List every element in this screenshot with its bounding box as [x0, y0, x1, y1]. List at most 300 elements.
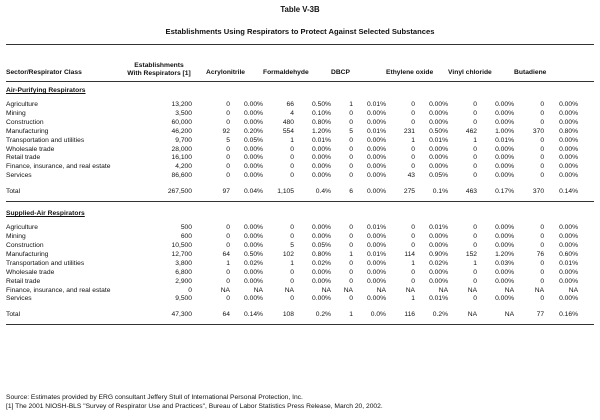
percent-cell: 0.00%	[429, 109, 449, 117]
gap-cell	[192, 242, 206, 251]
percent-cell: NA	[504, 286, 515, 294]
header-sector: Sector/Respirator Class	[6, 69, 82, 77]
percent-cell: 1.20%	[312, 127, 331, 135]
count-cell: 0	[540, 101, 545, 108]
establishments-cell: 9,500	[175, 295, 192, 303]
gap-cell	[578, 137, 594, 146]
table-row	[6, 154, 594, 163]
count-cell: 0	[540, 163, 545, 171]
count-cell: 0	[349, 241, 353, 249]
percent-cell: NA	[438, 286, 449, 294]
percent-cell: 0.20%	[244, 127, 263, 135]
count-cell: 0	[290, 172, 294, 180]
percent-cell: 0.0%	[370, 311, 387, 319]
table-row	[6, 287, 594, 296]
table-row	[6, 163, 594, 172]
table-row	[6, 119, 594, 128]
percent-cell: 0.00%	[312, 154, 331, 162]
percent-cell: 0.00%	[312, 233, 331, 241]
percent-cell: 0.00%	[429, 145, 449, 153]
count-cell: 463	[465, 188, 478, 196]
count-cell: 0	[349, 295, 353, 303]
percent-cell: 0.00%	[244, 295, 263, 303]
count-cell: NA	[405, 286, 416, 294]
count-cell: 0	[411, 154, 416, 162]
table-row	[6, 101, 594, 110]
table-body	[6, 82, 594, 325]
percent-cell: 0.00%	[367, 259, 387, 267]
gap-cell	[578, 172, 594, 181]
count-cell: 0	[540, 172, 545, 180]
gap-cell	[192, 163, 206, 172]
table-row	[6, 260, 594, 269]
percent-cell: 0.00%	[312, 172, 331, 180]
table-row	[6, 224, 594, 233]
count-cell: 0	[226, 145, 230, 153]
count-cell: 0	[226, 109, 230, 117]
percent-cell: 0.00%	[559, 154, 579, 162]
count-cell: 0	[540, 145, 545, 153]
count-cell: 5	[349, 127, 353, 135]
gap-cell	[192, 188, 206, 197]
establishments-cell: 3,500	[175, 109, 192, 117]
percent-cell: 0.00%	[559, 118, 579, 126]
percent-cell: 0.00%	[559, 241, 579, 249]
count-cell: 1	[473, 259, 478, 267]
count-cell: 0	[226, 154, 230, 162]
percent-cell: 0.00%	[429, 241, 449, 249]
establishments-cell: 16,100	[171, 154, 192, 162]
count-cell: 0	[349, 154, 353, 162]
percent-cell: 0.04%	[244, 188, 263, 196]
table-row	[6, 146, 594, 155]
count-cell: 1	[411, 136, 416, 144]
percent-cell: 0.01%	[367, 250, 387, 258]
count-cell: 0	[473, 295, 478, 303]
percent-cell: 0.16%	[559, 311, 579, 319]
percent-cell: 0.05%	[312, 241, 331, 249]
percent-cell: 0.00%	[429, 268, 449, 276]
count-cell: 0	[290, 268, 294, 276]
count-cell: 108	[282, 311, 294, 319]
percent-cell: 0.00%	[244, 172, 263, 180]
percent-cell: 0.00%	[429, 163, 449, 171]
gap-cell	[578, 295, 594, 304]
percent-cell: 0.00%	[312, 268, 331, 276]
respirator-table	[6, 48, 594, 325]
gap-cell	[192, 154, 206, 163]
percent-cell: 0.02%	[244, 259, 263, 267]
count-cell: 0	[349, 109, 353, 117]
percent-cell: 0.01%	[429, 224, 449, 232]
percent-cell: 0.14%	[559, 188, 579, 196]
sector-cell: Total	[6, 311, 21, 319]
establishments-cell: 46,200	[171, 127, 192, 135]
count-cell: 0	[473, 224, 478, 232]
count-cell: 275	[403, 188, 416, 196]
percent-cell: 0.00%	[429, 277, 449, 285]
percent-cell: 0.00%	[367, 241, 387, 249]
table-row	[6, 172, 594, 181]
percent-cell: 0.60%	[559, 250, 579, 258]
table-row	[6, 110, 594, 119]
count-cell: 0	[411, 233, 416, 241]
count-cell: 0	[411, 241, 416, 249]
count-cell: 0	[540, 268, 545, 276]
count-cell: 64	[222, 311, 230, 319]
percent-cell: 0.00%	[244, 233, 263, 241]
count-cell: 1	[349, 250, 353, 258]
header-row	[6, 48, 594, 82]
establishments-cell: 13,200	[171, 101, 192, 108]
percent-cell: 0.00%	[495, 268, 515, 276]
percent-cell: 0.00%	[367, 163, 387, 171]
percent-cell: 0.00%	[559, 145, 579, 153]
gap-cell	[578, 101, 594, 110]
count-cell: 0	[540, 277, 545, 285]
percent-cell: 0.50%	[312, 101, 331, 108]
percent-cell: 0.2%	[432, 311, 449, 319]
table-row	[6, 251, 594, 260]
percent-cell: 0.01%	[367, 127, 387, 135]
count-cell: 231	[403, 127, 416, 135]
count-cell: 0	[540, 154, 545, 162]
count-cell: 0	[349, 277, 353, 285]
percent-cell: 0.00%	[559, 136, 579, 144]
percent-cell: 0.00%	[312, 145, 331, 153]
count-cell: 0	[349, 136, 353, 144]
percent-cell: 0.14%	[244, 311, 263, 319]
sector-cell: Transportation and utilities	[6, 136, 85, 144]
gap-cell	[578, 251, 594, 260]
count-cell: 0	[290, 295, 294, 303]
count-cell: 0	[226, 241, 230, 249]
count-cell: 0	[226, 224, 230, 232]
count-cell: 0	[226, 233, 230, 241]
percent-cell: NA	[504, 311, 515, 319]
percent-cell: 0.00%	[495, 277, 515, 285]
header-formaldehyde: Formaldehyde	[263, 69, 309, 77]
sector-cell: Manufacturing	[6, 127, 49, 135]
section-heading-row	[6, 209, 594, 220]
percent-cell: 0.00%	[244, 109, 263, 117]
count-cell: 1	[411, 295, 416, 303]
count-cell: 76	[536, 250, 545, 258]
establishments-cell: 9,700	[175, 136, 192, 144]
count-cell: 0	[540, 224, 545, 232]
count-cell: 554	[282, 127, 294, 135]
gap-cell	[578, 110, 594, 119]
count-cell: 0	[349, 163, 353, 171]
count-cell: 0	[473, 163, 478, 171]
percent-cell: 0.00%	[244, 118, 263, 126]
percent-cell: 0.4%	[315, 188, 331, 196]
sector-cell: Finance, insurance, and real estate	[6, 286, 111, 294]
sector-cell: Construction	[6, 241, 44, 249]
gap-cell	[578, 154, 594, 163]
percent-cell: 0.00%	[495, 295, 515, 303]
establishments-cell: 500	[180, 224, 192, 232]
gap-cell	[192, 137, 206, 146]
count-cell: 64	[222, 250, 230, 258]
percent-cell: 1.00%	[495, 127, 515, 135]
count-cell: 114	[404, 250, 416, 258]
count-cell: 0	[226, 295, 230, 303]
gap-cell	[192, 101, 206, 110]
count-cell: 0	[290, 145, 294, 153]
count-cell: 0	[473, 268, 478, 276]
sector-cell: Manufacturing	[6, 250, 49, 258]
percent-cell: 0.00%	[367, 233, 387, 241]
percent-cell: 0.00%	[495, 154, 515, 162]
gap-cell	[578, 242, 594, 251]
gap-cell	[192, 172, 206, 181]
count-cell: 1	[411, 259, 416, 267]
establishments-cell: 86,600	[171, 172, 192, 180]
count-cell: 0	[349, 145, 353, 153]
count-cell: 0	[473, 101, 478, 108]
percent-cell: 0.00%	[495, 163, 515, 171]
gap-cell	[578, 287, 594, 296]
count-cell: NA	[534, 286, 545, 294]
percent-cell: 0.00%	[244, 224, 263, 232]
section-heading-row	[6, 86, 594, 97]
percent-cell: 0.80%	[312, 118, 331, 126]
total-row	[6, 311, 594, 320]
percent-cell: 0.00%	[312, 224, 331, 232]
header-establishments-line2: With Respirators [1]	[127, 70, 191, 77]
gap-cell	[578, 311, 594, 320]
count-cell: 480	[282, 118, 294, 126]
count-cell: 0	[473, 277, 478, 285]
count-cell: 1	[349, 101, 353, 108]
percent-cell: NA	[568, 286, 579, 294]
count-cell: 4	[290, 109, 294, 117]
count-cell: 0	[411, 224, 416, 232]
count-cell: 116	[404, 311, 416, 319]
gap-cell	[578, 233, 594, 242]
count-cell: 0	[540, 295, 545, 303]
count-cell: 0	[411, 277, 416, 285]
table-title: Table V-3B	[280, 5, 320, 14]
count-cell: 0	[349, 172, 353, 180]
percent-cell: 0.00%	[559, 295, 579, 303]
count-cell: 0	[540, 233, 545, 241]
percent-cell: 0.00%	[495, 101, 515, 108]
percent-cell: 0.00%	[367, 154, 387, 162]
establishments-cell: 2,900	[175, 277, 192, 285]
table-row	[6, 278, 594, 287]
sector-cell: Finance, insurance, and real estate	[6, 163, 111, 171]
percent-cell: 0.05%	[244, 136, 263, 144]
percent-cell: 0.00%	[367, 277, 387, 285]
percent-cell: 0.01%	[429, 136, 449, 144]
percent-cell: 0.00%	[429, 233, 449, 241]
percent-cell: 0.00%	[367, 295, 387, 303]
section-heading: Supplied-Air Respirators	[6, 210, 85, 218]
count-cell: NA	[467, 311, 478, 319]
count-cell: 0	[226, 172, 230, 180]
count-cell: 0	[226, 277, 230, 285]
count-cell: 0	[540, 109, 545, 117]
percent-cell: 0.00%	[312, 295, 331, 303]
percent-cell: 0.00%	[367, 145, 387, 153]
sector-cell: Wholesale trade	[6, 145, 55, 153]
count-cell: 462	[465, 127, 478, 135]
gap-cell	[192, 224, 206, 233]
count-cell: NA	[220, 286, 230, 294]
gap-cell	[578, 163, 594, 172]
section-heading: Air-Purifying Respirators	[6, 87, 86, 95]
percent-cell: 0.00%	[244, 101, 263, 108]
percent-cell: 0.00%	[495, 224, 515, 232]
header-dbcp: DBCP	[331, 69, 350, 77]
percent-cell: 0.2%	[315, 311, 331, 319]
percent-cell: 0.01%	[559, 259, 579, 267]
gap-cell	[578, 119, 594, 128]
percent-cell: 0.00%	[244, 241, 263, 249]
gap-cell	[192, 295, 206, 304]
count-cell: 0	[349, 259, 353, 267]
percent-cell: 0.00%	[367, 172, 387, 180]
table-row	[6, 242, 594, 251]
percent-cell: 0.00%	[495, 241, 515, 249]
count-cell: 0	[473, 145, 478, 153]
establishments-cell: 47,300	[171, 311, 192, 319]
establishments-cell: 60,000	[171, 118, 192, 126]
count-cell: 152	[465, 250, 478, 258]
establishments-cell: 28,000	[171, 145, 192, 153]
gap-cell	[192, 110, 206, 119]
gap-cell	[192, 119, 206, 128]
sector-cell: Agriculture	[6, 101, 38, 108]
table-subtitle: Establishments Using Respirators to Protect Against Selected Substances	[165, 27, 435, 36]
count-cell: 0	[473, 172, 478, 180]
percent-cell: 0.00%	[244, 163, 263, 171]
count-cell: 0	[349, 268, 353, 276]
count-cell: 0	[411, 109, 416, 117]
sector-cell: Wholesale trade	[6, 268, 55, 276]
establishments-cell: 267,500	[167, 188, 192, 196]
count-cell: 1	[290, 259, 294, 267]
percent-cell: 0.03%	[495, 259, 515, 267]
establishments-cell: 0	[188, 286, 192, 294]
count-cell: 1	[473, 136, 478, 144]
gap-cell	[578, 146, 594, 155]
establishments-cell: 12,700	[171, 250, 192, 258]
count-cell: 0	[290, 233, 294, 241]
count-cell: 0	[411, 163, 416, 171]
header-establishments	[126, 48, 192, 82]
establishments-cell: 6,800	[175, 268, 192, 276]
percent-cell: 0.50%	[429, 127, 449, 135]
footnotes	[6, 393, 383, 411]
percent-cell: 0.1%	[432, 188, 449, 196]
percent-cell: 0.01%	[367, 101, 387, 108]
count-cell: NA	[467, 286, 478, 294]
header-acrylonitrile: Acrylonitrile	[206, 69, 246, 77]
count-cell: 102	[282, 250, 294, 258]
sector-cell: Mining	[6, 109, 26, 117]
table-row	[6, 295, 594, 304]
percent-cell: 0.00%	[559, 224, 579, 232]
header-establishments-line1: Establishments	[134, 62, 184, 69]
count-cell: 0	[540, 259, 545, 267]
establishments-cell: 4,200	[175, 163, 192, 171]
percent-cell: 0.00%	[429, 154, 449, 162]
gap-cell	[192, 269, 206, 278]
count-cell: 0	[473, 118, 478, 126]
count-cell: 0	[540, 136, 545, 144]
percent-cell: 0.00%	[244, 154, 263, 162]
percent-cell: 0.01%	[367, 224, 387, 232]
percent-cell: 0.00%	[559, 277, 579, 285]
count-cell: 66	[286, 101, 294, 108]
establishments-cell: 3,800	[175, 259, 192, 267]
top-rule	[6, 44, 594, 45]
percent-cell: 0.02%	[429, 259, 449, 267]
count-cell: 0	[473, 154, 478, 162]
gap-cell	[578, 188, 594, 197]
header-butadiene: Butadiene	[514, 69, 547, 77]
count-cell: 0	[411, 268, 416, 276]
table-row	[6, 128, 594, 137]
gap-cell	[578, 224, 594, 233]
gap-cell	[578, 128, 594, 137]
percent-cell: NA	[376, 286, 387, 294]
count-cell: NA	[284, 286, 294, 294]
percent-cell: 0.00%	[559, 233, 579, 241]
count-cell: 0	[226, 118, 230, 126]
percent-cell: 0.80%	[312, 250, 331, 258]
percent-cell: NA	[321, 286, 331, 294]
count-cell: 0	[226, 163, 230, 171]
count-cell: 0	[226, 268, 230, 276]
count-cell: 5	[290, 241, 294, 249]
gap-cell	[192, 146, 206, 155]
count-cell: 0	[411, 145, 416, 153]
gap-cell	[578, 260, 594, 269]
percent-cell: 0.80%	[559, 127, 579, 135]
percent-cell: 0.00%	[559, 101, 579, 108]
gap-cell	[192, 278, 206, 287]
count-cell: 5	[226, 136, 230, 144]
table-row	[6, 269, 594, 278]
count-cell: 0	[290, 154, 294, 162]
count-cell: 0	[226, 101, 230, 108]
establishments-cell: 10,500	[171, 241, 192, 249]
percent-cell: 0.00%	[367, 188, 387, 196]
footnote-source: Source: Estimates provided by ERG consultant Jeffery Stull of International Personal Protection, Inc.	[6, 394, 303, 401]
percent-cell: 0.00%	[559, 172, 579, 180]
count-cell: 92	[222, 127, 230, 135]
percent-cell: 0.00%	[495, 233, 515, 241]
count-cell: 0	[290, 224, 294, 232]
sector-cell: Transportation and utilities	[6, 259, 85, 267]
table-row	[6, 137, 594, 146]
percent-cell: 0.00%	[559, 109, 579, 117]
percent-cell: 0.00%	[312, 277, 331, 285]
percent-cell: NA	[253, 286, 263, 294]
percent-cell: 0.00%	[495, 118, 515, 126]
gap-cell	[192, 311, 206, 320]
percent-cell: 0.02%	[312, 259, 331, 267]
sector-cell: Retail trade	[6, 277, 41, 285]
percent-cell: 0.00%	[495, 145, 515, 153]
gap-cell	[192, 260, 206, 269]
gap-cell	[192, 128, 206, 137]
sector-cell: Total	[6, 188, 21, 196]
